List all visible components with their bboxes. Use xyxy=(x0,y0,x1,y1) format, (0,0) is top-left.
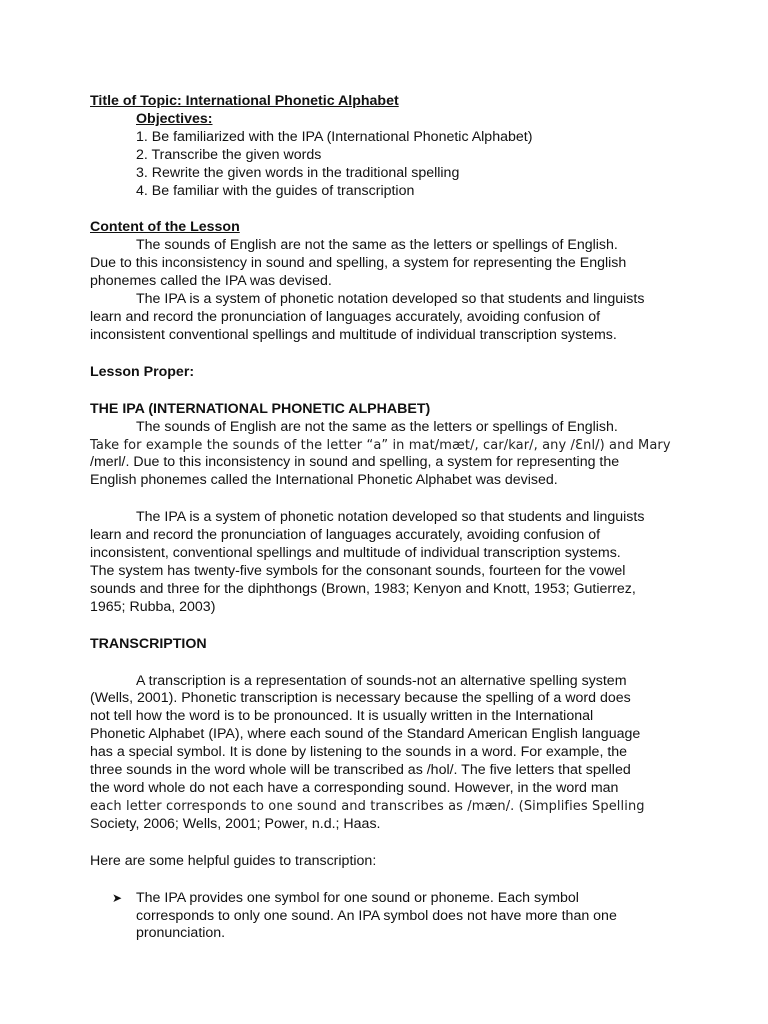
paragraph-line: inconsistent conventional spellings and multitude of individual transcription systems. xyxy=(90,326,617,343)
objective-item: 3. Rewrite the given words in the traditional spelling xyxy=(136,164,460,181)
guides-intro: Here are some helpful guides to transcription: xyxy=(90,852,377,869)
objectives-heading: Objectives: xyxy=(136,110,213,127)
paragraph-line: Take for example the sounds of the letter “a” in mat/mæt/, car/kar/, any /Ɛnl/) and Mary xyxy=(90,437,671,453)
paragraph-line: learn and record the pronunciation of languages accurately, avoiding confusion of xyxy=(90,308,601,325)
arrowhead-bullet-icon: ➤ xyxy=(112,890,123,905)
bullet-line: pronunciation. xyxy=(136,925,226,942)
paragraph-line: three sounds in the word whole will be transcribed as /hol/. The five letters that spelled xyxy=(90,762,631,779)
paragraph-line: sounds and three for the diphthongs (Brown, 1983; Kenyon and Knott, 1953; Gutierrez, xyxy=(90,580,636,597)
paragraph-line: inconsistent, conventional spellings and multitude of individual transcription systems. xyxy=(90,545,621,562)
paragraph-line: each letter corresponds to one sound and transcribes as /mæn/. (Simplifies Spelling xyxy=(90,798,645,814)
paragraph-line: The sounds of English are not the same as the letters or spellings of English. xyxy=(136,237,618,254)
paragraph-line: The sounds of English are not the same as the letters or spellings of English. xyxy=(136,418,618,435)
paragraph-line: phonemes called the IPA was devised. xyxy=(90,273,332,290)
paragraph-line: The IPA is a system of phonetic notation developed so that students and linguists xyxy=(136,509,645,526)
paragraph-line: learn and record the pronunciation of languages accurately, avoiding confusion of xyxy=(90,527,601,544)
guide-bullet-item xyxy=(90,890,698,944)
paragraph-line: (Wells, 2001). Phonetic transcription is necessary because the spelling of a word does xyxy=(90,690,631,707)
paragraph-line: has a special symbol. It is done by listening to the sounds in a word. For example, the xyxy=(90,744,628,761)
paragraph-line: 1965; Rubba, 2003) xyxy=(90,598,216,615)
paragraph-line: Due to this inconsistency in sound and spelling, a system for representing the English xyxy=(90,255,627,272)
paragraph-line: The IPA is a system of phonetic notation developed so that students and linguists xyxy=(136,291,645,308)
paragraph-line: not tell how the word is to be pronounced. It is usually written in the International xyxy=(90,708,594,725)
paragraph-line: The system has twenty-five symbols for the consonant sounds, fourteen for the vowel xyxy=(90,562,626,579)
bullet-line: The IPA provides one symbol for one sound or phoneme. Each symbol xyxy=(136,889,579,906)
bullet-line: corresponds to only one sound. An IPA symbol does not have more than one xyxy=(136,907,617,924)
objective-item: 1. Be familiarized with the IPA (International Phonetic Alphabet) xyxy=(136,128,533,145)
topic-title: Title of Topic: International Phonetic Alphabet xyxy=(90,93,399,109)
content-heading: Content of the Lesson xyxy=(90,219,240,236)
paragraph-line: Phonetic Alphabet (IPA), where each sound of the Standard American English language xyxy=(90,726,641,743)
paragraph-line: /merl/. Due to this inconsistency in sound and spelling, a system for representing the xyxy=(90,454,620,471)
lesson-proper-heading: Lesson Proper: xyxy=(90,363,195,380)
paragraph-line: English phonemes called the International Phonetic Alphabet was devised. xyxy=(90,472,558,489)
paragraph-line: A transcription is a representation of sounds-not an alternative spelling system xyxy=(136,672,627,689)
objective-item: 2. Transcribe the given words xyxy=(136,146,322,163)
paragraph-line: Society, 2006; Wells, 2001; Power, n.d.; Haas. xyxy=(90,815,381,832)
ipa-heading: THE IPA (INTERNATIONAL PHONETIC ALPHABET) xyxy=(90,400,431,417)
paragraph-line: the word whole do not each have a corresponding sound. However, in the word man xyxy=(90,780,619,796)
objective-item: 4. Be familiar with the guides of transcription xyxy=(136,182,415,199)
transcription-heading: TRANSCRIPTION xyxy=(90,635,207,652)
